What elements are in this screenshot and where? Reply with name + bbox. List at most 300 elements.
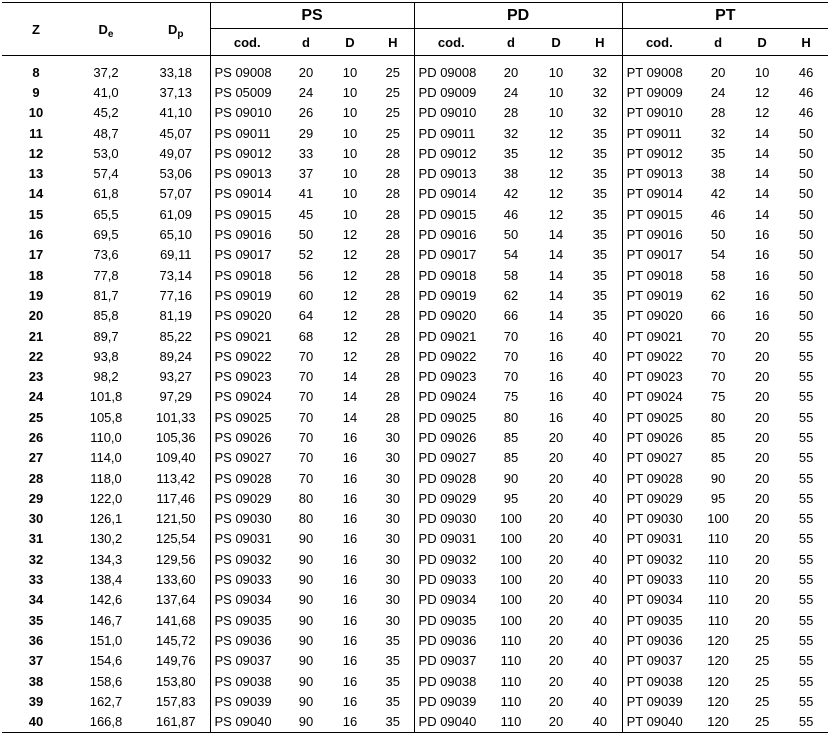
cell-z: 27: [28, 450, 44, 466]
cell-pt-d: 110: [707, 572, 729, 588]
cell-ps-d: 90: [298, 653, 314, 669]
cell-ps-H: 25: [385, 64, 400, 80]
cell-pt-cod: PT 09011: [622, 123, 696, 143]
cell-pt-cod: PT 09021: [622, 326, 696, 346]
header-de-main: D: [98, 21, 108, 37]
cell-de: 57,4: [93, 166, 119, 182]
cell-pd-d: 100: [500, 592, 522, 608]
cell-dp: 77,16: [159, 287, 193, 303]
cell-pd-cod: PD 09018: [414, 265, 488, 285]
cell-pd-d: 66: [503, 308, 519, 324]
cell-de: 77,8: [93, 267, 119, 283]
cell-ps-D: 14: [342, 369, 358, 385]
cell-pt-cod: PT 09010: [622, 103, 696, 123]
cell-ps-d: 33: [298, 145, 314, 161]
header-ps-cod: cod.: [210, 29, 284, 56]
cell-pt-cod: PT 09026: [622, 427, 696, 447]
cell-pd-D: 20: [548, 673, 564, 689]
cell-ps-H: 25: [385, 84, 400, 100]
cell-ps-cod: PS 09029: [210, 488, 284, 508]
cell-pd-d: 70: [503, 369, 519, 385]
cell-pt-d: 75: [710, 389, 726, 405]
cell-ps-H: 35: [385, 632, 400, 648]
cell-ps-D: 12: [342, 348, 358, 364]
cell-pd-H: 40: [592, 348, 608, 364]
cell-pd-H: 35: [592, 166, 608, 182]
cell-pt-H: 55: [798, 470, 814, 486]
cell-pt-cod: PT 09029: [622, 488, 696, 508]
cell-de: 158,6: [89, 673, 123, 689]
cell-pd-d: 90: [503, 470, 519, 486]
cell-pd-H: 35: [592, 186, 608, 202]
cell-pt-D: 14: [754, 206, 770, 222]
cell-pd-D: 16: [548, 409, 564, 425]
cell-de: 118,0: [90, 470, 122, 486]
cell-pt-H: 50: [798, 166, 814, 182]
cell-de: 85,8: [93, 308, 119, 324]
cell-pt-H: 55: [798, 551, 814, 567]
cell-ps-cod: PS 09037: [210, 651, 284, 671]
table-row: [2, 468, 828, 488]
cell-pd-H: 40: [592, 490, 608, 506]
cell-pd-D: 12: [548, 125, 564, 141]
cell-ps-d: 56: [298, 267, 314, 283]
cell-pt-d: 95: [710, 490, 726, 506]
cell-pd-d: 85: [503, 429, 519, 445]
cell-dp: 129,56: [155, 551, 196, 567]
cell-pd-cod: PD 09021: [414, 326, 488, 346]
cell-dp: 137,64: [155, 592, 196, 608]
cell-pd-D: 12: [548, 206, 564, 222]
cell-pt-d: 38: [710, 166, 726, 182]
header-de: [70, 3, 142, 56]
cell-pt-cod: PT 09036: [622, 630, 696, 650]
cell-ps-d: 37: [298, 166, 314, 182]
cell-pd-H: 40: [592, 693, 608, 709]
cell-pt-D: 20: [754, 511, 770, 527]
cell-dp: 49,07: [159, 145, 193, 161]
cell-pt-cod: PT 09037: [622, 651, 696, 671]
cell-pd-H: 40: [592, 531, 608, 547]
cell-dp: 37,13: [159, 84, 193, 100]
table-row: [2, 448, 828, 468]
cell-pd-d: 42: [503, 186, 519, 202]
cell-pt-d: 120: [707, 693, 729, 709]
cell-pt-H: 55: [798, 328, 814, 344]
cell-pd-cod: PD 09037: [414, 651, 488, 671]
cell-ps-D: 16: [342, 450, 358, 466]
cell-ps-cod: PS 09008: [210, 56, 284, 83]
cell-pd-D: 20: [548, 592, 564, 608]
cell-ps-D: 16: [342, 612, 358, 628]
cell-ps-d: 90: [298, 531, 314, 547]
cell-pd-D: 12: [548, 166, 564, 182]
cell-pd-H: 40: [592, 653, 608, 669]
cell-z: 18: [28, 267, 44, 283]
cell-pd-D: 20: [548, 572, 564, 588]
cell-ps-d: 70: [298, 470, 314, 486]
cell-pt-d: 120: [696, 712, 740, 733]
cell-pt-d: 90: [710, 470, 726, 486]
cell-pd-d: 95: [503, 490, 519, 506]
table-row: [2, 529, 828, 549]
cell-ps-D: 12: [342, 287, 358, 303]
cell-pd-H: 35: [592, 125, 608, 141]
cell-ps-d: 29: [298, 125, 314, 141]
cell-ps-H: 28: [385, 227, 400, 243]
cell-z: 26: [28, 429, 44, 445]
cell-pt-d: 46: [710, 206, 726, 222]
cell-pd-cod: PD 09024: [414, 387, 488, 407]
cell-dp: 161,87: [142, 712, 210, 733]
cell-z: 15: [28, 206, 44, 222]
cell-dp: 121,50: [155, 511, 196, 527]
cell-ps-d: 20: [298, 64, 314, 80]
cell-pt-d: 120: [707, 673, 729, 689]
cell-pd-d: 110: [500, 632, 522, 648]
cell-pd-D: 16: [548, 369, 564, 385]
cell-pd-H: 32: [592, 64, 608, 80]
cell-ps-cod: PS 09024: [210, 387, 284, 407]
cell-pd-H: 40: [592, 511, 608, 527]
cell-pt-H: 50: [798, 247, 814, 263]
cell-z: 31: [28, 531, 44, 547]
cell-pt-D: 25: [754, 632, 770, 648]
cell-pt-D: 25: [754, 693, 770, 709]
header-ps-H: H: [372, 29, 414, 56]
cell-pt-d: 110: [707, 551, 729, 567]
cell-pd-H: 35: [592, 308, 608, 324]
cell-dp: 145,72: [155, 632, 196, 648]
cell-pt-H: 55: [798, 450, 814, 466]
cell-pt-D: 25: [740, 712, 784, 733]
cell-de: 126,1: [89, 511, 123, 527]
cell-pt-d: 58: [710, 267, 726, 283]
cell-ps-d: 70: [298, 389, 314, 405]
header-group-pd: PD: [414, 3, 622, 29]
cell-pt-cod: PT 09033: [622, 569, 696, 589]
cell-pd-H: 40: [578, 712, 622, 733]
cell-ps-D: 12: [342, 308, 358, 324]
cell-pd-H: 40: [592, 632, 608, 648]
cell-pt-D: 14: [754, 125, 770, 141]
table-row: [2, 163, 828, 183]
header-de-sub: e: [107, 28, 114, 40]
cell-pd-H: 40: [592, 409, 608, 425]
cell-pd-d: 85: [503, 450, 519, 466]
cell-pd-cod: PD 09015: [414, 204, 488, 224]
cell-pd-cod: PD 09032: [414, 549, 488, 569]
header-dp-main: D: [168, 21, 178, 37]
cell-pt-cod: PT 09014: [622, 184, 696, 204]
cell-pd-D: 12: [548, 186, 564, 202]
cell-de: 134,3: [89, 551, 123, 567]
cell-pd-d: 100: [500, 531, 522, 547]
cell-pd-d: 28: [503, 105, 519, 121]
cell-ps-cod: PS 09016: [210, 224, 284, 244]
cell-pd-cod: PD 09038: [414, 671, 488, 691]
cell-z: 16: [28, 227, 44, 243]
cell-dp: 113,42: [156, 470, 196, 486]
cell-pt-cod: PT 09025: [622, 407, 696, 427]
cell-pt-H: 50: [798, 206, 814, 222]
cell-pt-d: 80: [710, 409, 726, 425]
header-pd-cod: cod.: [414, 29, 488, 56]
cell-pd-D: 20: [548, 511, 564, 527]
cell-pt-H: 46: [798, 105, 814, 121]
cell-pd-H: 40: [592, 369, 608, 385]
cell-dp: 105,36: [155, 429, 196, 445]
cell-pt-D: 16: [754, 308, 770, 324]
cell-ps-cod: PS 09039: [210, 691, 284, 711]
cell-pd-H: 40: [592, 389, 608, 405]
cell-pt-d: 54: [710, 247, 726, 263]
cell-ps-D: 16: [328, 712, 372, 733]
cell-pd-d: 58: [503, 267, 519, 283]
cell-z: 28: [28, 470, 44, 486]
cell-ps-d: 80: [298, 511, 314, 527]
cell-z: 21: [28, 328, 44, 344]
cell-ps-cod: PS 09034: [210, 590, 284, 610]
cell-pt-d: 85: [710, 429, 726, 445]
cell-pd-d: 110: [500, 693, 522, 709]
cell-pd-D: 16: [548, 328, 564, 344]
cell-pt-D: 10: [754, 64, 770, 80]
cell-de: 93,8: [93, 348, 119, 364]
table-row: [2, 509, 828, 529]
cell-z: 14: [28, 186, 44, 202]
table-row: [2, 590, 828, 610]
cell-pt-H: 50: [798, 267, 814, 283]
cell-pd-cod: PD 09028: [414, 468, 488, 488]
cell-pt-H: 50: [798, 186, 814, 202]
cell-ps-H: 28: [385, 267, 400, 283]
cell-pd-D: 12: [548, 145, 564, 161]
cell-pt-cod: PT 09038: [622, 671, 696, 691]
cell-pd-D: 20: [548, 551, 564, 567]
table-row: [2, 56, 828, 83]
cell-z: 33: [28, 572, 44, 588]
cell-z: 40: [2, 712, 70, 733]
header-pd-D: D: [534, 29, 578, 56]
cell-ps-cod: PS 09026: [210, 427, 284, 447]
cell-pd-d: 110: [488, 712, 534, 733]
cell-pd-H: 40: [592, 551, 608, 567]
cell-ps-H: 30: [385, 592, 400, 608]
cell-pt-cod: PT 09039: [622, 691, 696, 711]
cell-ps-cod: PS 09017: [210, 245, 284, 265]
table-row: [2, 427, 828, 447]
cell-ps-D: 10: [342, 145, 358, 161]
cell-pt-cod: PT 09015: [622, 204, 696, 224]
cell-de: 81,7: [93, 287, 119, 303]
cell-ps-D: 16: [342, 673, 358, 689]
header-pd-d: d: [488, 29, 534, 56]
cell-pd-cod: PD 09036: [414, 630, 488, 650]
cell-pd-cod: PD 09012: [414, 143, 488, 163]
cell-pd-cod: PD 09009: [414, 82, 488, 102]
cell-ps-d: 50: [298, 227, 314, 243]
cell-pt-cod: PT 09020: [622, 306, 696, 326]
cell-pd-cod: PD 09022: [414, 346, 488, 366]
cell-pt-cod: PT 09031: [622, 529, 696, 549]
cell-z: 32: [28, 551, 44, 567]
table-row: [2, 82, 828, 102]
cell-pd-H: 40: [592, 673, 608, 689]
cell-dp: 89,24: [159, 348, 193, 364]
cell-dp: 149,76: [155, 653, 196, 669]
cell-pt-cod: PT 09032: [622, 549, 696, 569]
cell-ps-d: 90: [298, 612, 314, 628]
cell-ps-H: 28: [385, 369, 400, 385]
cell-dp: 81,19: [159, 308, 193, 324]
cell-ps-d: 45: [298, 206, 314, 222]
table-row: [2, 265, 828, 285]
cell-pt-D: 20: [754, 551, 770, 567]
table-row: [2, 306, 828, 326]
cell-dp: 85,22: [159, 328, 193, 344]
cell-de: 41,0: [93, 84, 119, 100]
cell-pd-cod: PD 09040: [414, 712, 488, 733]
cell-pt-H: 55: [798, 531, 814, 547]
header-ps-d: d: [284, 29, 328, 56]
cell-ps-d: 70: [298, 450, 314, 466]
cell-de: 53,0: [93, 145, 119, 161]
cell-ps-H: 25: [385, 105, 400, 121]
table-row: [2, 651, 828, 671]
cell-pd-d: 35: [503, 145, 519, 161]
cell-pt-H: 55: [798, 348, 814, 364]
cell-ps-H: 30: [385, 470, 400, 486]
cell-pd-D: 14: [548, 227, 564, 243]
cell-pd-H: 40: [592, 612, 608, 628]
cell-dp: 33,18: [159, 64, 193, 80]
cell-ps-cod: PS 09010: [210, 103, 284, 123]
cell-ps-D: 12: [342, 227, 358, 243]
cell-pt-cod: PT 09028: [622, 468, 696, 488]
cell-pd-D: 16: [548, 348, 564, 364]
cell-ps-d: 70: [298, 429, 314, 445]
cell-ps-H: 30: [385, 511, 400, 527]
cell-de: 162,7: [89, 693, 123, 709]
header-dp: [142, 3, 210, 56]
cell-pd-D: 20: [548, 632, 564, 648]
cell-pt-cod: PT 09034: [622, 590, 696, 610]
cell-ps-D: 10: [342, 166, 358, 182]
cell-z: 35: [28, 612, 44, 628]
cell-z: 36: [28, 632, 44, 648]
cell-pt-D: 20: [754, 429, 770, 445]
cell-ps-cod: PS 09012: [210, 143, 284, 163]
cell-pd-d: 46: [503, 206, 519, 222]
cell-ps-H: 28: [385, 166, 400, 182]
cell-ps-H: 28: [385, 145, 400, 161]
cell-pt-H: 55: [784, 712, 828, 733]
header-pt-D: D: [740, 29, 784, 56]
cell-pt-cod: PT 09040: [622, 712, 696, 733]
cell-pd-cod: PD 09008: [414, 56, 488, 83]
cell-pd-d: 100: [500, 511, 522, 527]
cell-ps-cod: PS 09032: [210, 549, 284, 569]
cell-ps-cod: PS 09023: [210, 366, 284, 386]
cell-ps-D: 14: [342, 389, 358, 405]
cell-pd-D: 20: [548, 612, 564, 628]
cell-pd-cod: PD 09023: [414, 366, 488, 386]
cell-z: 34: [28, 592, 44, 608]
cell-pd-D: 20: [548, 429, 564, 445]
cell-pt-D: 20: [754, 592, 770, 608]
cell-de: 114,0: [90, 450, 122, 466]
cell-pt-cod: PT 09035: [622, 610, 696, 630]
table-row: [2, 224, 828, 244]
cell-pd-d: 100: [500, 551, 522, 567]
cell-ps-cod: PS 09021: [210, 326, 284, 346]
cell-pt-cod: PT 09019: [622, 285, 696, 305]
table-row: [2, 346, 828, 366]
cell-pd-H: 35: [592, 145, 608, 161]
cell-pt-H: 55: [798, 632, 814, 648]
cell-pt-cod: PT 09027: [622, 448, 696, 468]
cell-pd-D: 20: [534, 712, 578, 733]
header-pd-H: H: [578, 29, 622, 56]
cell-pt-H: 55: [798, 389, 814, 405]
cell-pd-H: 40: [592, 592, 608, 608]
cell-ps-d: 90: [298, 592, 314, 608]
cell-dp: 97,29: [159, 389, 193, 405]
cell-pd-D: 10: [548, 64, 564, 80]
cell-pt-cod: PT 09024: [622, 387, 696, 407]
cell-pt-d: 50: [710, 227, 726, 243]
cell-ps-cod: PS 09011: [210, 123, 284, 143]
cell-pd-d: 62: [503, 287, 519, 303]
cell-pt-D: 20: [754, 348, 770, 364]
cell-ps-D: 16: [342, 632, 358, 648]
cell-ps-H: 28: [385, 308, 400, 324]
cell-ps-H: 30: [385, 429, 400, 445]
table-row: [2, 691, 828, 711]
cell-pd-D: 10: [548, 84, 564, 100]
cell-ps-d: 60: [298, 287, 314, 303]
cell-ps-H: 28: [385, 389, 400, 405]
cell-pt-D: 14: [754, 166, 770, 182]
cell-de: 151,0: [89, 632, 123, 648]
cell-ps-H: 35: [385, 653, 400, 669]
cell-z: 22: [28, 348, 44, 364]
cell-pd-H: 35: [592, 227, 608, 243]
cell-de: 166,8: [70, 712, 142, 733]
cell-pt-d: 24: [710, 84, 726, 100]
cell-z: 30: [28, 511, 44, 527]
cell-pt-cod: PT 09013: [622, 163, 696, 183]
cell-ps-d: 41: [298, 186, 314, 202]
cell-ps-D: 16: [342, 592, 358, 608]
cell-pt-H: 50: [798, 287, 814, 303]
cell-pt-D: 25: [754, 673, 770, 689]
cell-ps-cod: PS 09038: [210, 671, 284, 691]
cell-pt-H: 55: [798, 592, 814, 608]
cell-pt-d: 110: [707, 531, 729, 547]
cell-pt-d: 110: [707, 592, 729, 608]
cell-ps-d: 64: [298, 308, 314, 324]
cell-pt-cod: PT 09023: [622, 366, 696, 386]
cell-pd-cod: PD 09025: [414, 407, 488, 427]
cell-ps-H: 28: [385, 348, 400, 364]
table-row: [2, 610, 828, 630]
header-pt-H: H: [784, 29, 828, 56]
cell-pd-cod: PD 09017: [414, 245, 488, 265]
cell-ps-cod: PS 09030: [210, 509, 284, 529]
cell-pd-cod: PD 09029: [414, 488, 488, 508]
